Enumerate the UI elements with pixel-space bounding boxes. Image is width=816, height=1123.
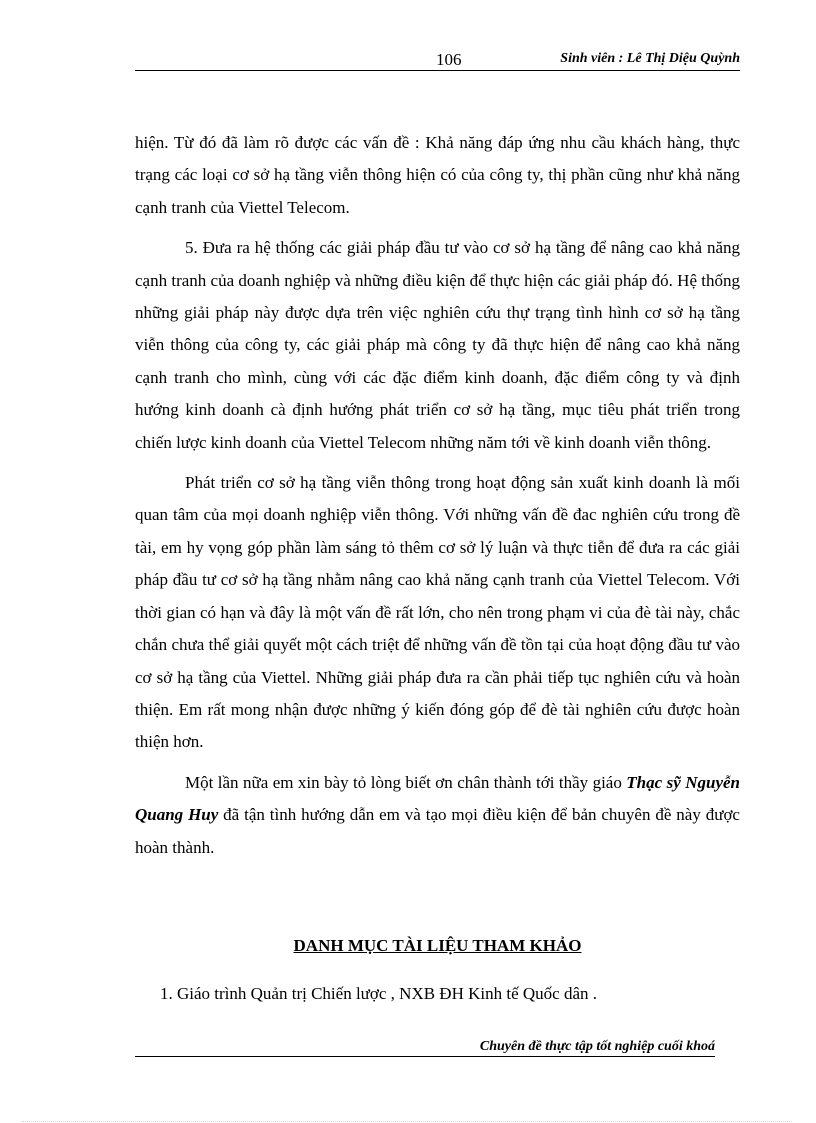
footer-text: Chuyên đề thực tập tốt nghiệp cuối khoá — [479, 1039, 715, 1054]
references-title: DANH MỤC TÀI LIỆU THAM KHẢO — [293, 936, 582, 955]
page-edge-divider — [22, 1121, 792, 1122]
paragraph-acknowledgement — [135, 767, 740, 864]
page-header — [135, 48, 740, 71]
document-body — [135, 127, 740, 872]
paragraph: Phát triển cơ sở hạ tầng viễn thông trong hoạt động sản xuất kinh doanh là mối quan tâm của mọi doanh nghiệp viễn thông. Với những vấn đề đac nghiên cứu trong đề tài, em hy vọng góp phần làm sáng tỏ thêm cơ sở lý luận và thực tiễn để đưa ra các giải pháp đầu tư cơ sở hạ tầng nhằm nâng cao khả năng cạnh tranh của Viettel Telecom. Với thời gian có hạn và đây là một vấn đề rất lớn, cho nên trong phạm vi của đè tài này, chắc chắn chưa thể giải quyết một cách triệt để những vấn đề tồn tại của hoạt động đầu tư vào cơ sở hạ tầng của Viettel. Những giải pháp đưa ra cần phải tiếp tục nghiên cứu và hoàn thiện. Em rất mong nhận được những ý kiến đóng góp để đè tài nghiên cứu được hoàn thiện hơn. — [135, 473, 740, 752]
ack-text-end: đã tận tình hướng dẫn em và tạo mọi điều kiện để bản chuyên đề này được hoàn thành. — [135, 805, 740, 857]
paragraph: 5. Đưa ra hệ thống các giải pháp đầu tư vào cơ sở hạ tầng để nâng cao khả năng cạnh tranh của doanh nghiệp và những điều kiện để thực hiện các giải pháp đó. Hệ thống những giải pháp này được dựa trên việc nghiên cứu thự trạng tình hình cơ sở hạ tầng viễn thông của công ty, các giải pháp mà công ty đã thực hiện để nâng cao khả năng cạnh tranh cho mình, cùng với các đặc điểm kinh doanh, đặc điểm công ty và định hướng kinh doanh cà định hướng phát triển cơ sở hạ tầng, mục tiêu phát triển trong chiến lược kinh doanh của Viettel Telecom những năm tới về kinh doanh viễn thông. — [135, 238, 740, 452]
reference-item: 1. Giáo trình Quản trị Chiến lược , NXB ĐH Kinh tế Quốc dân . — [160, 984, 597, 1003]
student-name: Sinh viên : Lê Thị Diệu Quỳnh — [560, 51, 740, 66]
ack-text-start: Một lần nữa em xin bày tỏ lòng biết ơn chân thành tới thầy giáo — [185, 772, 627, 792]
paragraph: hiện. Từ đó đã làm rõ được các vấn đề : Khả năng đáp ứng nhu cầu khách hàng, thực trạng các loại cơ sở hạ tầng viễn thông hiện có của công ty, thị phần cũng như khả năng cạnh tranh của Viettel Telecom. — [135, 133, 740, 217]
page-number: 106 — [436, 50, 462, 69]
advisor-name: Thạc sỹ Nguyễn Quang Huy — [135, 772, 741, 825]
page-footer — [135, 1038, 715, 1057]
